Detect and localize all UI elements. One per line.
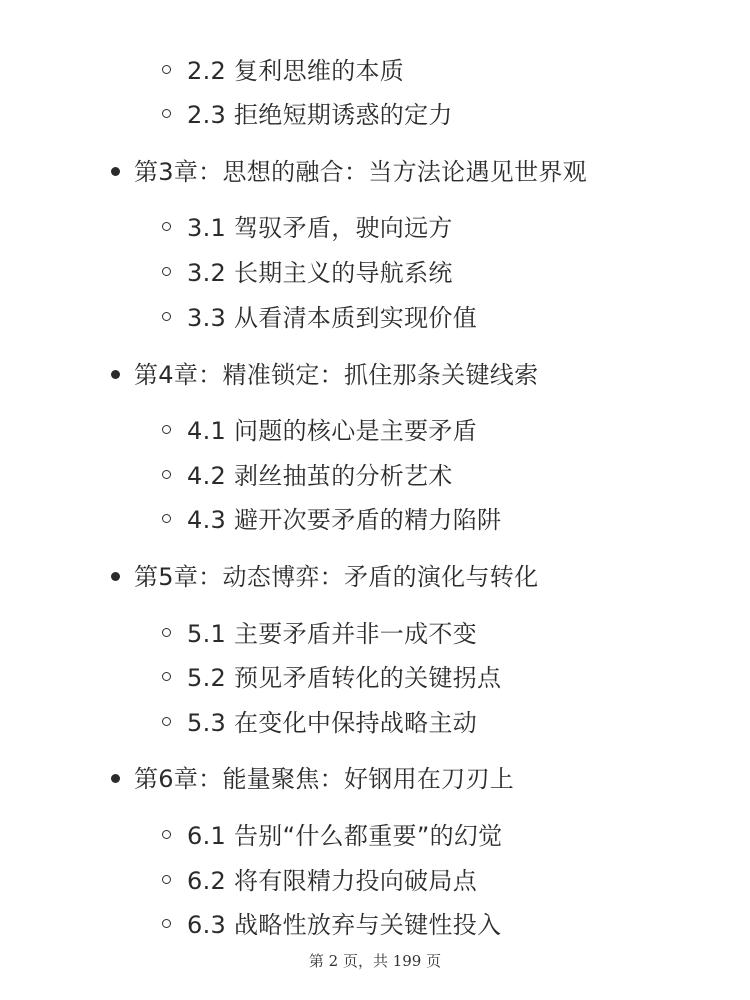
toc-section-item [0, 253, 750, 293]
toc-chapter-item [0, 759, 750, 799]
toc-item-label: 5.3 在变化中保持战略主动 [187, 709, 477, 737]
toc-section-item [0, 95, 750, 135]
toc-item-label: 第6章：能量聚焦：好钢用在刀刃上 [134, 765, 515, 793]
toc-chapter-item [0, 557, 750, 597]
hollow-bullet-icon [162, 628, 171, 637]
toc-item-label: 第5章：动态博弈：矛盾的演化与转化 [134, 563, 539, 591]
toc-section-item [0, 298, 750, 338]
toc-section-item [0, 411, 750, 451]
toc-item-label: 3.2 长期主义的导航系统 [187, 259, 453, 287]
toc-item-label: 4.1 问题的核心是主要矛盾 [187, 417, 477, 445]
hollow-bullet-icon [162, 267, 171, 276]
page-footer: 第 2 页，共 199 页 [308, 952, 442, 970]
toc-item-label: 4.3 避开次要矛盾的精力陷阱 [187, 506, 502, 534]
toc-section-item [0, 51, 750, 91]
toc-section-item [0, 500, 750, 540]
toc-section-item [0, 816, 750, 856]
hollow-bullet-icon [162, 717, 171, 726]
toc-section-item [0, 456, 750, 496]
hollow-bullet-icon [162, 65, 171, 74]
toc-item-label: 3.1 驾驭矛盾，驶向远方 [187, 214, 453, 242]
hollow-bullet-icon [162, 875, 171, 884]
toc-item-label: 2.2 复利思维的本质 [187, 57, 405, 85]
toc-section-item [0, 905, 750, 945]
toc-item-label: 5.1 主要矛盾并非一成不变 [187, 620, 477, 648]
toc-chapter-item [0, 152, 750, 192]
toc-item-label: 4.2 剥丝抽茧的分析艺术 [187, 462, 453, 490]
hollow-bullet-icon [162, 919, 171, 928]
toc-item-label: 6.1 告别“什么都重要”的幻觉 [187, 822, 503, 850]
toc-section-item [0, 658, 750, 698]
toc-item-label: 第4章：精准锁定：抓住那条关键线索 [134, 361, 539, 389]
toc-item-label: 第3章：思想的融合：当方法论遇见世界观 [134, 158, 587, 186]
filled-bullet-icon [111, 572, 120, 581]
filled-bullet-icon [111, 167, 120, 176]
toc-section-item [0, 208, 750, 248]
toc-section-item [0, 703, 750, 743]
toc-section-item [0, 614, 750, 654]
hollow-bullet-icon [162, 672, 171, 681]
toc-item-label: 5.2 预见矛盾转化的关键拐点 [187, 664, 502, 692]
toc-item-label: 2.3 拒绝短期诱惑的定力 [187, 101, 453, 129]
toc-chapter-item [0, 355, 750, 395]
hollow-bullet-icon [162, 222, 171, 231]
hollow-bullet-icon [162, 470, 171, 479]
toc-section-item [0, 861, 750, 901]
hollow-bullet-icon [162, 514, 171, 523]
filled-bullet-icon [111, 774, 120, 783]
toc-item-label: 3.3 从看清本质到实现价值 [187, 304, 477, 332]
hollow-bullet-icon [162, 425, 171, 434]
toc-item-label: 6.2 将有限精力投向破局点 [187, 867, 477, 895]
hollow-bullet-icon [162, 312, 171, 321]
filled-bullet-icon [111, 370, 120, 379]
toc-item-label: 6.3 战略性放弃与关键性投入 [187, 911, 502, 939]
hollow-bullet-icon [162, 830, 171, 839]
hollow-bullet-icon [162, 109, 171, 118]
